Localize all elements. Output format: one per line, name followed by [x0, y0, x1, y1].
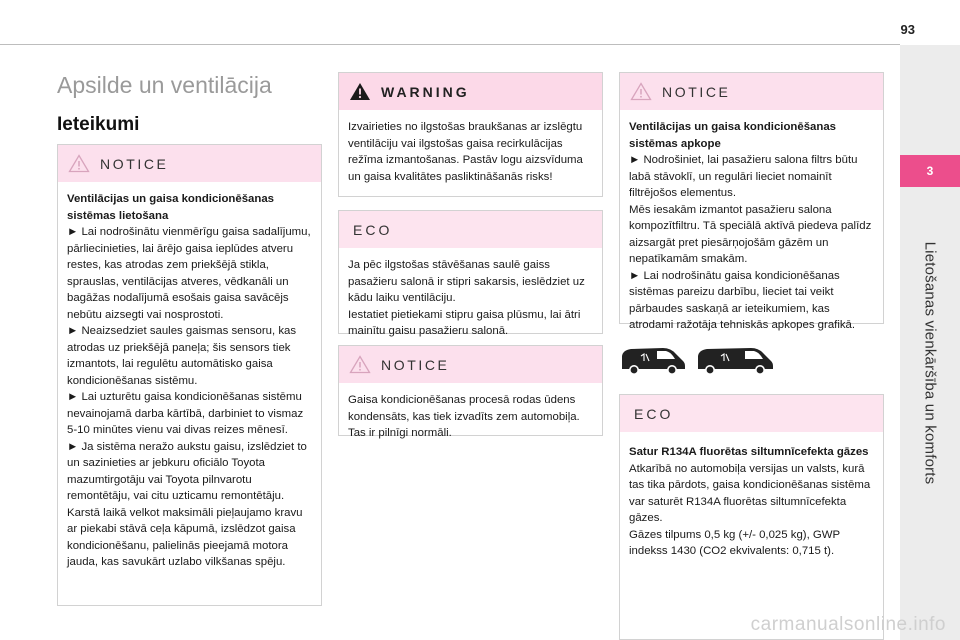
notice-paragraph: Karstā laikā velkot maksimāli pieļaujamo kravu ar piekabi stāvā ceļa kāpumā, izslēdzot gaisa kondicionēšanu, palielinās pieejamā motora jauda, kas savukārt uzlabo vilkšanas spēju. [67, 506, 303, 568]
notice-header [339, 346, 602, 383]
notice-label: NOTICE [100, 155, 169, 172]
warning-box [338, 72, 603, 197]
notice-label: NOTICE [381, 356, 450, 373]
notice-box-condensate [338, 345, 603, 439]
header-rule [0, 44, 900, 45]
caution-triangle-icon [630, 82, 652, 101]
eco-header [339, 211, 602, 248]
chapter-title: Lietošanas vienkāršība un komforts [921, 241, 939, 485]
eco-paragraph: Ja pēc ilgstošas stāvēšanas saulē gaiss pasažieru salonā ir stipri sakarsis, ieslēdziet uz kādu laiku ventilāciju. [348, 259, 585, 304]
van-long-icon [695, 344, 775, 378]
van-short-icon [619, 344, 687, 378]
notice-paragraph: ► Nodrošiniet, lai pasažieru salona filtrs būtu labā stāvoklī, un regulāri lieciet nomainīt filtrējošos elementus. [629, 154, 858, 199]
eco-label: ECO [353, 221, 393, 238]
caution-triangle-icon [349, 355, 371, 374]
eco-label: ECO [634, 405, 674, 422]
notice-heading: Ventilācijas un gaisa kondicionēšanas sistēmas lietošana [67, 193, 275, 222]
notice-paragraph: ► Ja sistēma neražo aukstu gaisu, izslēdziet to un sazinieties ar jebkuru oficiālo Toyota mazumtirgotāju vai Toyota pilnvarotu remontētāju, vai citu uzticamu remontētāju. [67, 440, 307, 502]
eco-header [620, 395, 883, 432]
notice-paragraph: ► Lai uzturētu gaisa kondicionēšanas sistēmu nevainojamā darba kārtībā, darbiniet to vismaz 5-10 minūtes vienu vai divas reizes mēnesī. [67, 391, 304, 436]
notice-box-maintenance [619, 72, 884, 331]
notice-body [58, 182, 321, 581]
eco-heading: Satur R134A fluorētas siltumnīcefekta gāzes [629, 446, 869, 458]
page-number: 93 [900, 22, 915, 37]
watermark: carmanualsonline.info [750, 614, 946, 635]
section-title: Apsilde un ventilācija [57, 72, 272, 98]
eco-paragraph: Gāzes tilpums 0,5 kg (+/- 0,025 kg), GWP indekss 1430 (CO2 ekvivalents: 0,715 t). [629, 528, 840, 557]
eco-box-refrigerant [619, 394, 884, 640]
notice-body [339, 383, 602, 452]
eco-paragraph: Atkarībā no automobiļa versijas un valsts, kurā tas tika pārdots, gaisa kondicionēšanas sistēma var saturēt R134A fluorētas siltumnīcefekta gāzes. [629, 462, 871, 524]
eco-box [338, 210, 603, 337]
warning-text: Izvairieties no ilgstošas braukšanas ar izslēgtu ventilāciju vai ilgstošas gaisa recirkulācijas režīma izmantošanas. Pastāv logu aizsvīduma un gaisa kvalitātes pasliktināšanās risks! [348, 121, 583, 183]
notice-paragraph: Mēs iesakām izmantot pasažieru salona kompozītfiltru. Tā speciālā aktīvā piedeva palīdz aizsargāt pret piesārņojošām gāzēm un nepatīkamām smakām. [629, 203, 872, 265]
warning-triangle-icon [349, 82, 371, 101]
warning-body [339, 110, 602, 195]
section-subtitle: Ieteikumi [57, 114, 140, 135]
chapter-tab[interactable]: 3 [900, 155, 960, 187]
notice-paragraph: ► Lai nodrošinātu vienmērīgu gaisa sadalījumu, pārliecinieties, lai ārējo gaisa ieplūdes atveru restes, kas atrodas zem priekšējā stikla, sprauslas, ventilācijas atveres, vēdkanāli un bagāžas nodalījumā esošais gaisa savācējs nebūtu aizsegti vai nosprostoti. [67, 226, 311, 321]
chapter-sidebar [900, 45, 960, 640]
notice-box-usage [57, 144, 322, 606]
notice-label: NOTICE [662, 83, 731, 100]
notice-heading: Ventilācijas un gaisa kondicionēšanas sistēmas apkope [629, 121, 837, 150]
notice-text: Gaisa kondicionēšanas procesā rodas ūdens kondensāts, kas tiek izvadīts zem automobiļa. Tas ir pilnīgi normāli. [348, 394, 580, 439]
notice-paragraph: ► Lai nodrošinātu gaisa kondicionēšanas sistēmas pareizu darbību, lieciet tai veikt pārbaudes saskaņā ar ieteikumiem, kas atrodami ražotāja tehniskās apkopes grafikā. [629, 269, 856, 331]
notice-paragraph: ► Neaizsedziet saules gaismas sensoru, kas atrodas uz priekšējā paneļa; šis sensors tiek izmantots, lai regulētu automātisko gaisa kondicionēšanas sistēmu. [67, 325, 297, 387]
notice-header [620, 73, 883, 110]
caution-triangle-icon [68, 154, 90, 173]
notice-body [620, 110, 883, 344]
warning-header [339, 73, 602, 110]
eco-paragraph: Iestatiet pietiekami stipru gaisa plūsmu, lai ātri mainītu gaisu pasažieru salonā. [348, 308, 581, 337]
vehicle-versions [619, 344, 779, 378]
eco-body [339, 248, 602, 350]
eco-body [620, 432, 883, 570]
notice-header [58, 145, 321, 182]
warning-label: WARNING [381, 83, 470, 100]
